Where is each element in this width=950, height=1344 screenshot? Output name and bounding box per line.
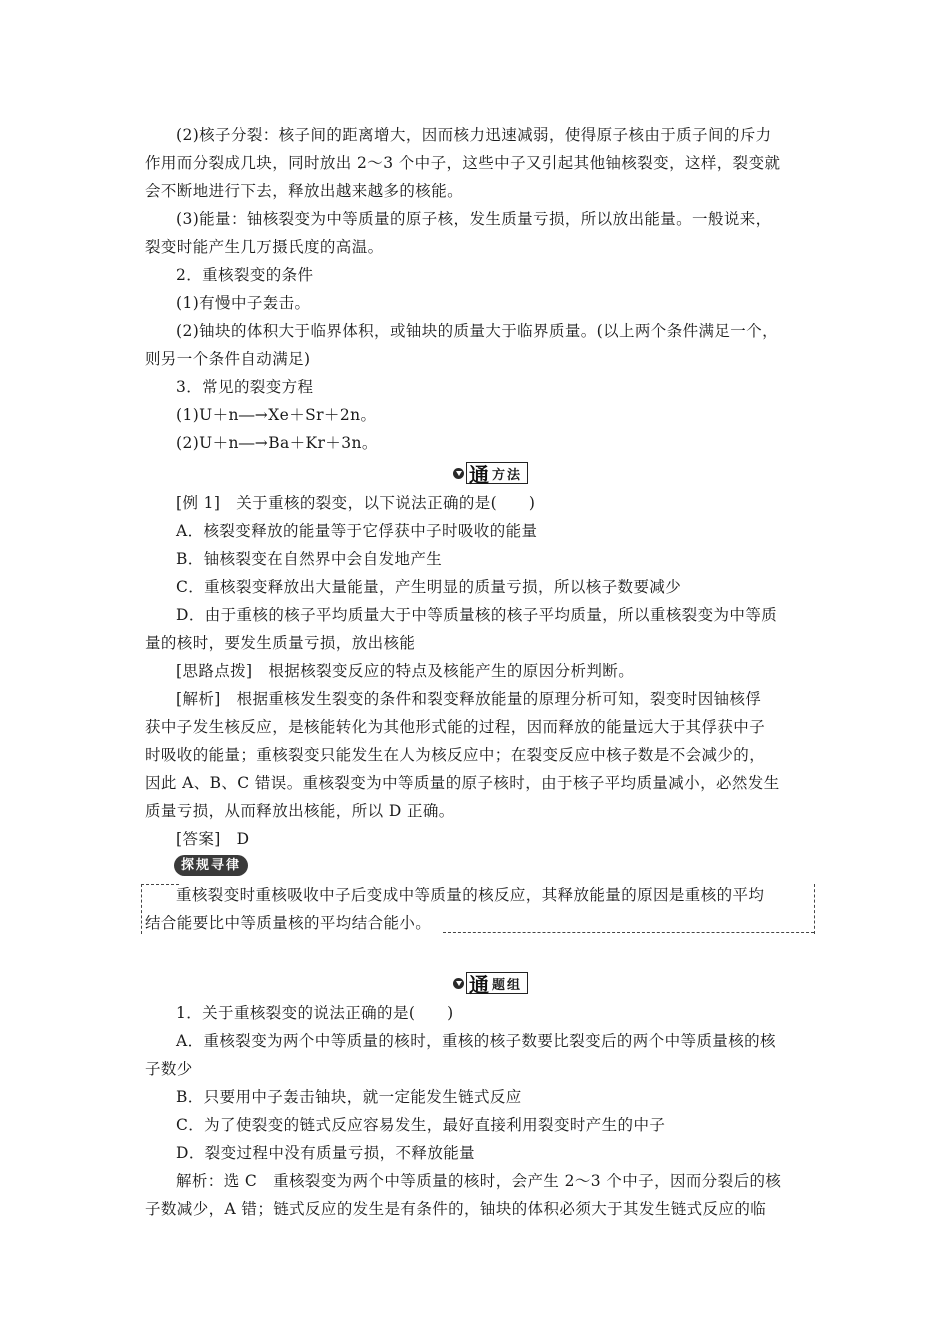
- option-d: D．由于重核的核子平均质量大于中等质量核的核子平均质量，所以重核裂变为中等质: [176, 606, 778, 624]
- dashed-divider: [141, 884, 179, 885]
- option-c: C．为了使裂变的链式反应容易发生，最好直接利用裂变时产生的中子: [176, 1116, 666, 1134]
- triangle-icon: [453, 978, 464, 989]
- option-a: A．核裂变释放的能量等于它俘获中子时吸收的能量: [176, 522, 538, 540]
- text-line: (3)能量：铀核裂变为中等质量的原子核，发生质量亏损，所以放出能量。一般说来，: [176, 210, 772, 228]
- option-d: 量的核时，要发生质量亏损，放出核能: [145, 634, 416, 652]
- option-a: A．重核裂变为两个中等质量的核时，重核的核子数要比裂变后的两个中等质量核的核: [176, 1032, 776, 1050]
- text-line: 裂变时能产生几万摄氏度的高温。: [145, 238, 384, 256]
- option-d: D．裂变过程中没有质量亏损，不释放能量: [176, 1144, 476, 1162]
- text-line: 则另一个条件自动满足): [145, 350, 311, 368]
- option-b: B．铀核裂变在自然界中会自发地产生: [176, 550, 443, 568]
- equation-line: (2)U＋n―→Ba＋Kr＋3n。: [176, 434, 378, 452]
- analysis-text: [解析] 根据重核发生裂变的条件和裂变释放能量的原理分析可知，裂变时因铀核俘: [176, 690, 762, 708]
- equation-line: (1)U＋n―→Xe＋Sr＋2n。: [176, 406, 377, 424]
- text-line: 作用而分裂成几块，同时放出 2～3 个中子，这些中子又引起其他铀核裂变，这样，裂变就: [145, 154, 781, 172]
- option-c: C．重核裂变释放出大量能量，产生明显的质量亏损，所以核子数要减少: [176, 578, 682, 596]
- example-question: [例 1] 关于重核的裂变，以下说法正确的是( ): [176, 494, 536, 512]
- triangle-icon: [453, 468, 464, 479]
- option-b: B．只要用中子轰击铀块，就一定能发生链式反应: [176, 1088, 522, 1106]
- answer-text: [答案] D: [176, 830, 250, 848]
- analysis-text: 子数减少，A 错；链式反应的发生是有条件的，铀块的体积必须大于其发生链式反应的临: [145, 1200, 767, 1218]
- hint-text: [思路点拨] 根据核裂变反应的特点及核能产生的原因分析判断。: [176, 662, 635, 680]
- text-line: (2)核子分裂：核子间的距离增大，因而核力迅速减弱，使得原子核由于质子间的斥力: [176, 126, 772, 144]
- section-heading: 3．常见的裂变方程: [176, 378, 314, 396]
- analysis-text: 因此 A、B、C 错误。重核裂变为中等质量的原子核时，由于核子平均质量减小，必然发生: [145, 774, 780, 792]
- analysis-text: 质量亏损，从而释放出核能，所以 D 正确。: [145, 802, 455, 820]
- banner-main-char: 通: [469, 972, 489, 997]
- banner-label: 方法: [492, 467, 523, 483]
- tip-badge: 探规寻律: [174, 855, 248, 876]
- banner-methods: [453, 462, 529, 486]
- tip-text: 重核裂变时重核吸收中子后变成中等质量的核反应，其释放能量的原因是重核的平均: [176, 886, 765, 904]
- analysis-text: 时吸收的能量；重核裂变只能发生在人为核反应中；在裂变反应中核子数是不会减少的，: [145, 746, 766, 764]
- banner-label: 题组: [492, 977, 523, 993]
- option-a: 子数少: [145, 1060, 193, 1078]
- text-line: (1)有慢中子轰击。: [176, 294, 311, 312]
- section-heading: 2．重核裂变的条件: [176, 266, 314, 284]
- banner-exercises: [453, 972, 529, 996]
- exercise-question: 1．关于重核裂变的说法正确的是( ): [176, 1004, 454, 1022]
- text-line: 会不断地进行下去，释放出越来越多的核能。: [145, 182, 464, 200]
- analysis-text: 获中子发生核反应，是核能转化为其他形式能的过程，因而释放的能量远大于其俘获中子: [145, 718, 766, 736]
- analysis-text: 解析：选 C 重核裂变为两个中等质量的核时，会产生 2～3 个中子，因而分裂后的核: [176, 1172, 782, 1190]
- banner-main-char: 通: [469, 462, 489, 487]
- tip-text: 结合能要比中等质量核的平均结合能小。: [145, 914, 432, 932]
- text-line: (2)铀块的体积大于临界体积，或铀块的质量大于临界质量。(以上两个条件满足一个，: [176, 322, 779, 340]
